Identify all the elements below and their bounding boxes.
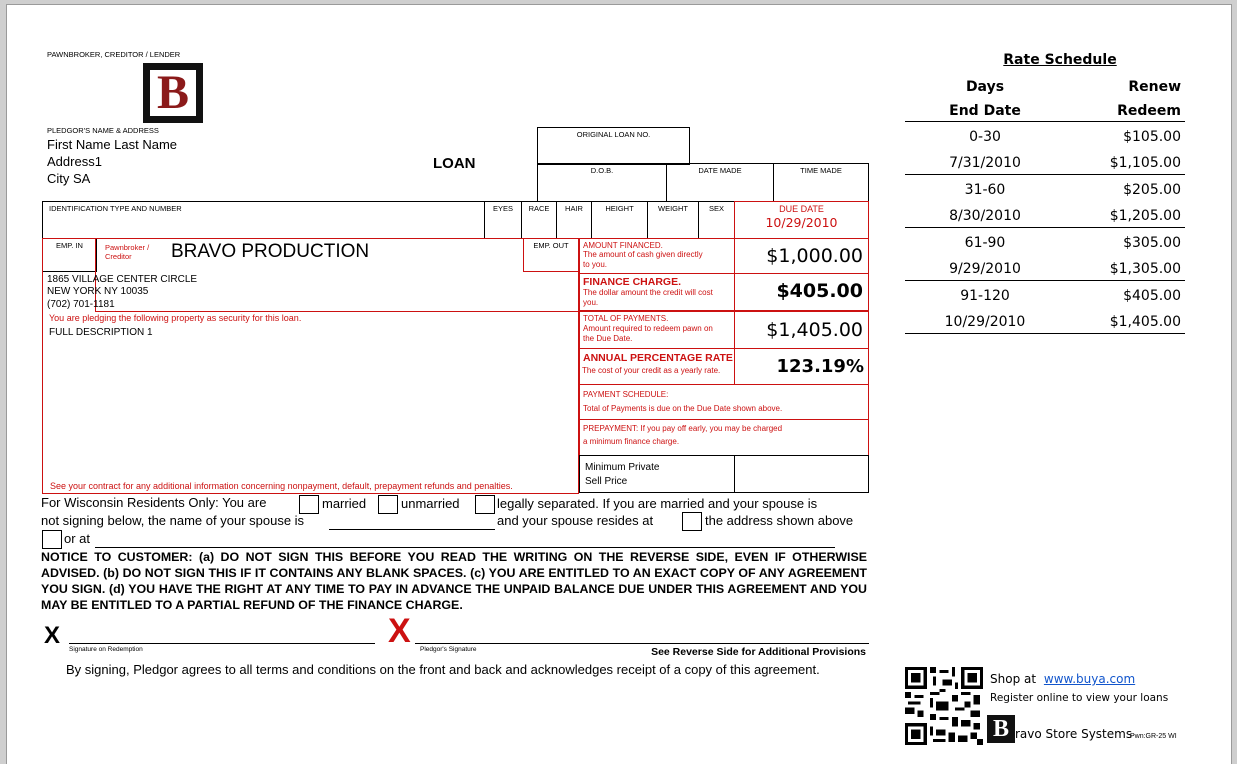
rate-row-days xyxy=(905,125,1185,151)
spouse-name-line[interactable] xyxy=(329,529,495,530)
company-address-1: 1865 VILLAGE CENTER CIRCLE xyxy=(47,274,198,285)
bravo-logo xyxy=(143,63,203,123)
rate-row-days xyxy=(905,231,1185,257)
rate-header-row-1 xyxy=(905,75,1185,101)
apr-value-box xyxy=(734,348,869,385)
wisconsin-line3: or at xyxy=(64,531,91,546)
married-checkbox[interactable] xyxy=(299,495,319,514)
payment-schedule-box xyxy=(579,384,869,420)
days-header: Days xyxy=(965,79,1005,95)
pledgor-signature-line[interactable] xyxy=(415,643,869,644)
renew-header: Renew xyxy=(1128,79,1181,95)
redemption-x-mark: X xyxy=(44,622,61,649)
due-date-value: 10/29/2010 xyxy=(765,215,838,230)
rate-divider xyxy=(905,280,1185,281)
apr-title: ANNUAL PERCENTAGE RATE xyxy=(583,352,733,364)
pledgor-address: Address1 xyxy=(47,154,102,169)
rate-days: 31-60 xyxy=(964,182,1006,198)
other-address-checkbox[interactable] xyxy=(42,530,62,549)
company-address-2: NEW YORK NY 10035 xyxy=(47,286,149,297)
dob-box xyxy=(537,163,667,202)
redemption-signature-line[interactable] xyxy=(69,643,375,644)
time-made-box xyxy=(773,163,869,202)
reverse-side-note: See Reverse Side for Additional Provisions xyxy=(651,646,866,658)
rate-divider xyxy=(905,333,1185,334)
pledgor-x-mark: X xyxy=(388,612,411,650)
pawn-ticket-page xyxy=(6,4,1232,764)
eyes-box xyxy=(484,201,522,239)
agreement-text: By signing, Pledgor agrees to all terms and conditions on the front and back and acknowledges receipt of a copy of this agreement. xyxy=(66,662,820,677)
id-type-label: IDENTIFICATION TYPE AND NUMBER xyxy=(49,204,182,213)
same-address-checkbox[interactable] xyxy=(682,512,702,531)
height-label: HEIGHT xyxy=(605,204,634,213)
dob-label: D.O.B. xyxy=(590,166,614,175)
rate-date: 7/31/2010 xyxy=(949,155,1021,171)
other-address-line[interactable] xyxy=(95,547,835,548)
amount-financed-value: $1,000.00 xyxy=(766,245,863,267)
emp-in-label: EMP. IN xyxy=(56,241,83,250)
due-date-box xyxy=(734,201,869,239)
prepayment-text-2: a minimum finance charge. xyxy=(583,437,680,446)
race-label: RACE xyxy=(528,204,550,213)
shop-at-text: Shop at xyxy=(990,672,1037,686)
property-description: FULL DESCRIPTION 1 xyxy=(49,327,153,338)
footer-shop-line xyxy=(990,672,1135,686)
eyes-label: EYES xyxy=(492,204,513,213)
weight-label: WEIGHT xyxy=(658,204,688,213)
register-text: Register online to view your loans xyxy=(990,692,1169,704)
rate-renew: $305.00 xyxy=(1123,235,1181,251)
contract-notice: See your contract for any additional information concerning nonpayment, default, prepayment refunds and penalties. xyxy=(50,481,513,491)
rate-renew: $405.00 xyxy=(1123,288,1181,304)
apr-label-box xyxy=(579,348,735,385)
date-made-box xyxy=(666,163,774,202)
date-made-label: DATE MADE xyxy=(698,166,742,175)
total-payments-desc: Amount required to redeem pawn on the Due Date. xyxy=(583,324,713,343)
original-loan-no-box xyxy=(537,127,690,165)
qr-code-icon xyxy=(905,667,983,745)
hair-box xyxy=(556,201,592,239)
wisconsin-line2-b: and your spouse resides at xyxy=(497,513,654,528)
min-private-label-2: Sell Price xyxy=(585,476,628,487)
logo-letter: B xyxy=(148,68,198,118)
rate-renew: $205.00 xyxy=(1123,182,1181,198)
min-private-label-1: Minimum Private xyxy=(585,462,660,473)
prepayment-box xyxy=(579,419,869,456)
unmarried-checkbox[interactable] xyxy=(378,495,398,514)
emp-out-label: EMP. OUT xyxy=(533,241,569,250)
pawnbroker-creditor-label: Pawnbroker / Creditor xyxy=(105,243,150,261)
rate-renew: $105.00 xyxy=(1123,129,1181,145)
end-date-header: End Date xyxy=(949,103,1021,119)
wisconsin-line1-b: legally separated. If you are married and your spouse is xyxy=(497,496,818,511)
pledge-notice: You are pledging the following property as security for this loan. xyxy=(49,313,302,323)
unmarried-label: unmarried xyxy=(401,496,460,511)
rate-row-days xyxy=(905,284,1185,310)
emp-out-box xyxy=(523,238,579,272)
hair-label: HAIR xyxy=(565,204,583,213)
rate-redeem: $1,405.00 xyxy=(1109,314,1181,330)
race-box xyxy=(521,201,557,239)
weight-box xyxy=(647,201,699,239)
rate-divider xyxy=(905,227,1185,228)
rate-divider xyxy=(905,174,1185,175)
finance-charge-value-box xyxy=(734,273,869,311)
due-date-label: DUE DATE xyxy=(779,204,824,214)
amount-financed-label-box xyxy=(579,238,735,274)
wisconsin-line2-a: not signing below, the name of your spouse is xyxy=(41,513,305,528)
married-label: married xyxy=(322,496,367,511)
brand-name: ravo Store Systems xyxy=(1015,727,1133,741)
rate-header-divider xyxy=(905,121,1185,122)
company-phone: (702) 701-1181 xyxy=(47,299,115,310)
total-payments-label-box xyxy=(579,311,735,349)
rate-days: 61-90 xyxy=(964,235,1006,251)
min-private-value-box[interactable] xyxy=(734,455,869,493)
pledgor-label: PLEDGOR'S NAME & ADDRESS xyxy=(47,126,159,135)
pledgor-name: First Name Last Name xyxy=(47,137,178,152)
rate-days: 0-30 xyxy=(969,129,1001,145)
total-payments-value: $1,405.00 xyxy=(766,319,863,341)
pledgor-city: City SA xyxy=(47,171,91,186)
height-box xyxy=(591,201,648,239)
payment-schedule-desc: Total of Payments is due on the Due Date shown above. xyxy=(583,404,783,413)
apr-desc: The cost of your credit as a yearly rate. xyxy=(582,366,721,375)
rate-redeem: $1,205.00 xyxy=(1109,208,1181,224)
company-name: BRAVO PRODUCTION xyxy=(171,241,370,262)
wisconsin-line1-a: For Wisconsin Residents Only: You are xyxy=(41,495,267,510)
finance-charge-desc: The dollar amount the credit will cost you. xyxy=(583,288,713,307)
id-type-box xyxy=(42,201,485,239)
pledgor-signature-label: Pledgor's Signature xyxy=(420,646,477,653)
form-code: Pwn:GR-25 WI xyxy=(1130,733,1177,740)
sex-box xyxy=(698,201,735,239)
buya-link[interactable]: www.buya.com xyxy=(1043,672,1136,686)
sex-label: SEX xyxy=(708,204,724,213)
rate-date: 9/29/2010 xyxy=(949,261,1021,277)
rate-redeem: $1,105.00 xyxy=(1109,155,1181,171)
apr-value: 123.19% xyxy=(776,356,864,377)
total-payments-value-box xyxy=(734,311,869,349)
rate-row-days xyxy=(905,178,1185,204)
rate-days: 91-120 xyxy=(960,288,1010,304)
rate-date: 8/30/2010 xyxy=(949,208,1021,224)
pawnbroker-label: PAWNBROKER, CREDITOR / LENDER xyxy=(47,50,181,59)
rate-redeem: $1,305.00 xyxy=(1109,261,1181,277)
prepayment-text: PREPAYMENT: If you pay off early, you may be charged xyxy=(583,424,783,433)
rate-date: 10/29/2010 xyxy=(944,314,1026,330)
rate-schedule-title: Rate Schedule xyxy=(1003,52,1117,68)
bravo-small-logo xyxy=(987,715,1015,743)
finance-charge-title: FINANCE CHARGE. xyxy=(583,276,682,288)
amount-financed-desc: The amount of cash given directly to you. xyxy=(583,250,703,269)
loan-title: LOAN xyxy=(433,155,476,172)
total-payments-title: TOTAL OF PAYMENTS. xyxy=(583,314,669,323)
brand-letter: B xyxy=(992,716,1009,742)
redeem-header: Redeem xyxy=(1117,103,1181,119)
redemption-signature-label: Signature on Redemption xyxy=(69,646,143,653)
notice-to-customer: NOTICE TO CUSTOMER: (a) DO NOT SIGN THIS BEFORE YOU READ THE WRITING ON THE REVERSE SIDE, EVEN IF OTHERWISE ADVISED. (b) DO NOT SIGN THIS IF IT CONTAINS ANY BLANK SPACES. (c) YOU ARE ENTITLED TO AN EXACT COPY OF ANY AGREEMENT YOU SIGN. (d) YOU HAVE THE RIGHT AT ANY TIME TO PAY IN ADVANCE THE UNPAID BALANCE DUE UNDER THIS AGREEMENT AND YOU MAY BE ENTITLED TO A PARTIAL REFUND OF THE FINANCE CHARGE. xyxy=(41,550,867,612)
min-private-box xyxy=(579,455,735,493)
amount-financed-value-box xyxy=(734,238,869,274)
finance-charge-value: $405.00 xyxy=(776,280,863,302)
wisconsin-line2-c: the address shown above xyxy=(705,513,854,528)
payment-schedule-title: PAYMENT SCHEDULE: xyxy=(583,390,669,399)
time-made-label: TIME MADE xyxy=(800,166,842,175)
amount-financed-title: AMOUNT FINANCED. xyxy=(583,241,663,250)
finance-charge-label-box xyxy=(579,273,735,311)
original-loan-no-label: ORIGINAL LOAN NO. xyxy=(576,130,651,139)
legally-separated-checkbox[interactable] xyxy=(475,495,495,514)
